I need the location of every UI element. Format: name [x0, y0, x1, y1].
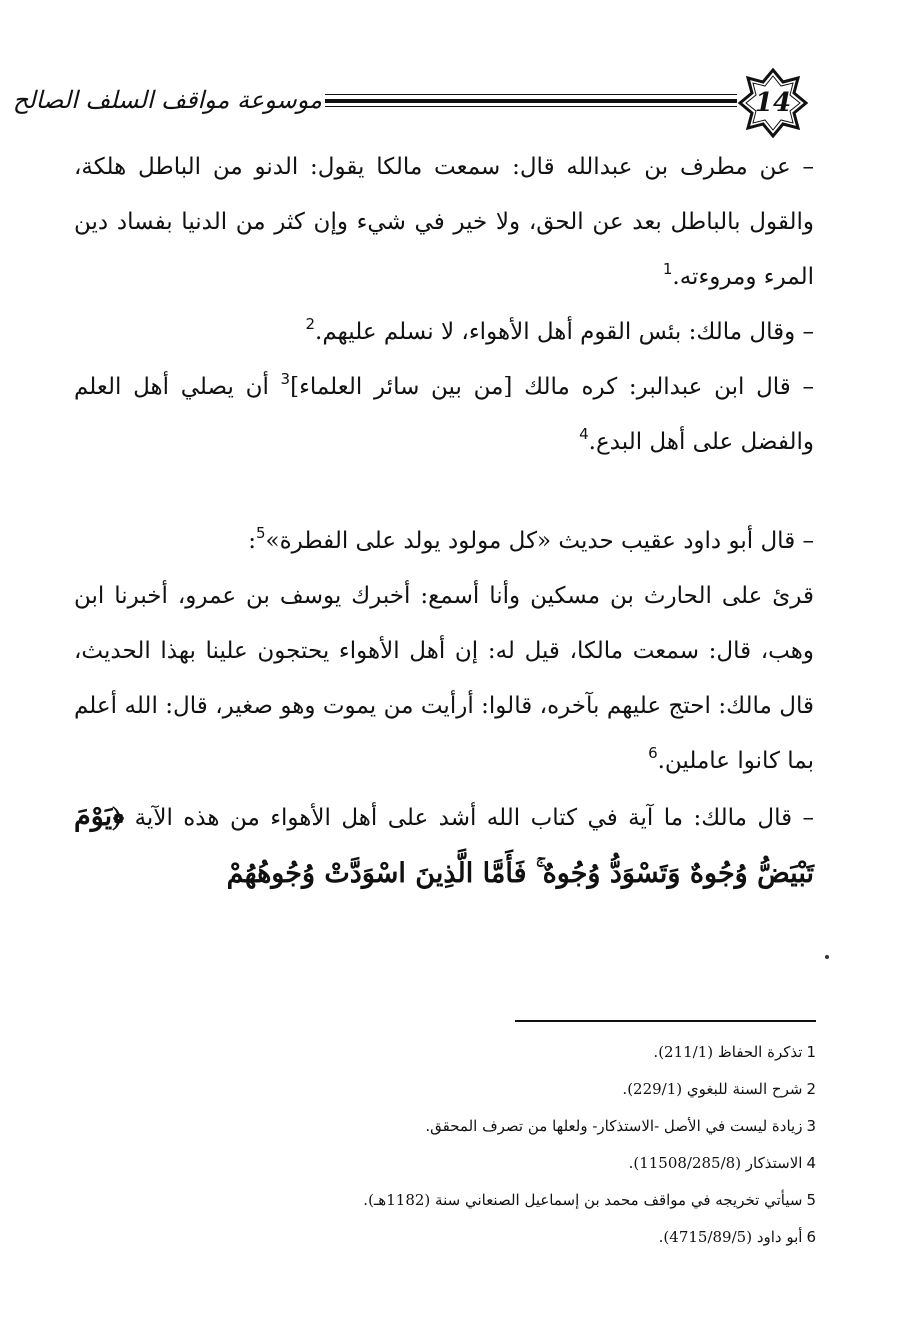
footnote-5: [300, 1182, 816, 1219]
page-number-badge: [738, 68, 808, 138]
paragraph-text: – وقال مالك: بئس القوم أهل الأهواء، لا نسلم عليهم.: [315, 319, 814, 345]
footnote-separator: [515, 1020, 816, 1022]
footnotes: [300, 1034, 816, 1256]
footnote-text: سيأتي تخريجه في مواقف محمد بن إسماعيل الصنعاني سنة (1182هـ).: [363, 1191, 803, 1209]
header-rule-bottom: [325, 106, 737, 107]
footnote-3: [300, 1108, 816, 1145]
footnote-6: [300, 1219, 816, 1256]
footnote-ref: 2: [305, 315, 316, 333]
footnote-ref: 6: [648, 744, 658, 762]
header-rule: [325, 99, 737, 103]
paragraph-text: أن يصلي أهل العلم والفضل على أهل البدع.: [74, 374, 814, 455]
footnote-number: 6: [806, 1228, 816, 1246]
footnote-text: الاستذكار (11508/285/8).: [628, 1154, 803, 1172]
paragraph-suffix: :: [248, 528, 256, 554]
footnote-ref: 3: [280, 370, 291, 388]
main-text: [74, 140, 814, 903]
paragraph-text: – قال ابن عبدالبر: كره مالك [من بين سائر العلماء]: [290, 374, 814, 400]
footnote-ref: 4: [579, 425, 589, 443]
footnote-text: تذكرة الحفاظ (211/1).: [653, 1043, 803, 1061]
footnote-number: 3: [806, 1117, 816, 1135]
page-header: [0, 0, 914, 145]
paragraph-text: – قال أبو داود عقيب حديث «كل مولود يولد على الفطرة»: [265, 528, 814, 554]
footnote-text: أبو داود (4715/89/5).: [658, 1228, 803, 1246]
paragraph-text: قرئ على الحارث بن مسكين وأنا أسمع: أخبرك يوسف بن عمرو، أخبرنا ابن وهب، قال: سمعت مالكا، قيل له: إن أهل الأهواء يحتجون علينا بهذا الحديث، قال مالك: احتج عليهم بآخره، قالوا: أرأيت من يموت وهو صغير، قال: الله أعلم بما كانوا عاملين.: [74, 583, 814, 774]
paragraph-6: [74, 789, 814, 903]
paragraph-2: [74, 305, 814, 360]
paragraph-3: [74, 360, 814, 470]
page-number: 14: [754, 88, 792, 118]
paragraph-gap: [74, 470, 814, 514]
paragraph-text: – قال مالك: ما آية في كتاب الله أشد على أهل الأهواء من هذه الآية: [134, 805, 814, 831]
footnote-number: 1: [806, 1043, 816, 1061]
quran-verse: ﴿يَوْمَ تَبْيَضُّ وُجُوهٌ وَتَسْوَدُّ وُجُوهٌ ۚ فَأَمَّا الَّذِينَ اسْوَدَّتْ وُجُوهُهُمْ: [74, 801, 814, 889]
footnote-1: [300, 1034, 816, 1071]
book-title: موسوعة مواقف السلف الصالح: [12, 86, 322, 114]
paragraph-1: [74, 140, 814, 305]
footnote-2: [300, 1071, 816, 1108]
footnote-ref: 1: [662, 260, 673, 278]
paragraph-4: [74, 514, 814, 569]
footnote-text: شرح السنة للبغوي (229/1).: [622, 1080, 803, 1098]
stray-mark: [825, 955, 829, 959]
paragraph-text: – عن مطرف بن عبدالله قال: سمعت مالكا يقول: الدنو من الباطل هلكة، والقول بالباطل بعد عن الحق، ولا خير في شيء وإن كثر من الدنيا بفساد دين المرء ومروءته.: [74, 154, 814, 290]
footnote-number: 4: [806, 1154, 816, 1172]
footnote-number: 2: [806, 1080, 816, 1098]
footnote-text: زيادة ليست في الأصل -الاستذكار- ولعلها من تصرف المحقق.: [425, 1117, 803, 1135]
header-rule-top: [325, 94, 737, 95]
footnote-number: 5: [806, 1191, 816, 1209]
paragraph-5: [74, 569, 814, 789]
footnote-ref: 5: [255, 524, 266, 542]
footnote-4: [300, 1145, 816, 1182]
